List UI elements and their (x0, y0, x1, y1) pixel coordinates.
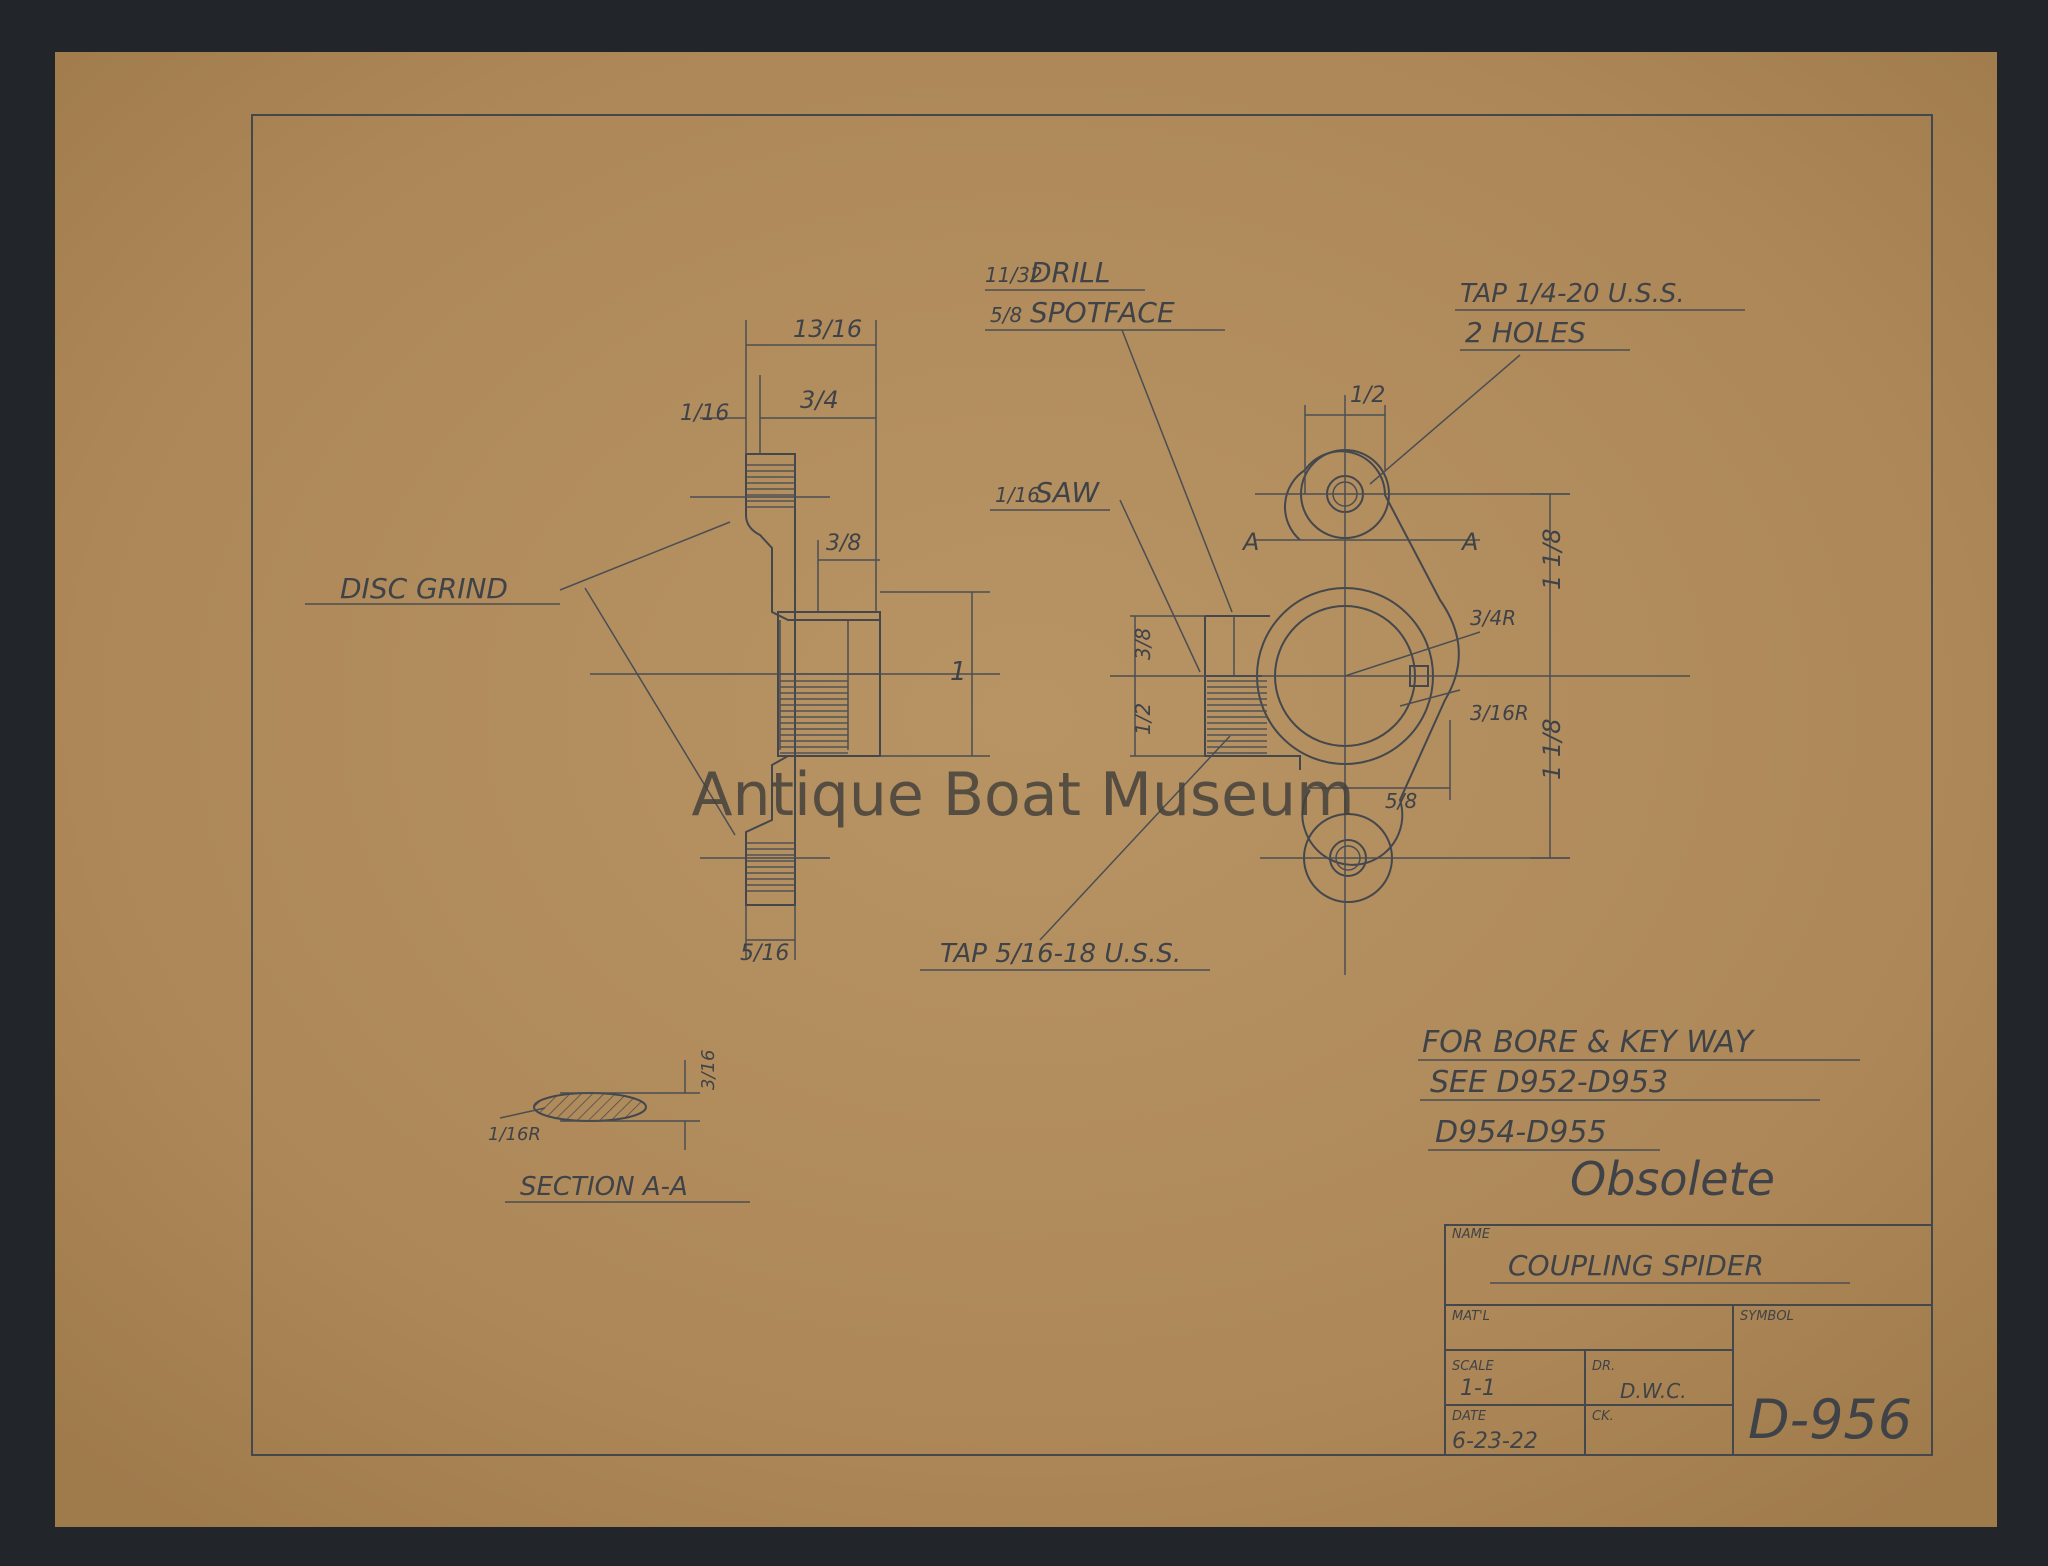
note-tap-top: TAP 1/4-20 U.S.S. (1460, 279, 1685, 309)
note-drill: DRILL (1030, 256, 1111, 289)
tb-dr-value: D.W.C. (1620, 1379, 1687, 1403)
dim-side-boss: 3/8 (826, 531, 862, 556)
section-thickness: 3/16 (698, 1049, 719, 1090)
dim-side-offset: 1/16 (680, 401, 730, 426)
dim-front-radius-large: 3/4R (1470, 606, 1517, 630)
section-label: SECTION A-A (520, 1172, 688, 1202)
note-spotface: SPOTFACE (1030, 296, 1175, 329)
watermark: Antique Boat Museum (691, 760, 1355, 830)
dim-side-height: 1 (950, 657, 967, 687)
note-spotface-size: 5/8 (990, 303, 1023, 327)
tb-name-label: NAME (1452, 1227, 1491, 1242)
tb-scale-value: 1-1 (1460, 1376, 1496, 1401)
tb-date-value: 6-23-22 (1452, 1429, 1538, 1454)
note-saw-size: 1/16 (995, 483, 1040, 507)
tb-ck-label: CK. (1592, 1409, 1614, 1424)
dim-front-lower: 1 1/8 (1538, 718, 1566, 780)
section-radius: 1/16R (488, 1124, 541, 1145)
note-bore-3: D954-D955 (1435, 1115, 1607, 1150)
dim-side-bottom: 5/16 (740, 941, 790, 966)
dim-front-radius-small: 3/16R (1470, 701, 1529, 725)
note-drill-size: 11/32 (985, 263, 1043, 287)
note-bore-2: SEE D952-D953 (1430, 1065, 1669, 1100)
tb-symbol-label: SYMBOL (1740, 1309, 1794, 1324)
dim-front-5-8: 5/8 (1385, 789, 1418, 813)
note-saw: SAW (1035, 476, 1100, 509)
tb-dr-label: DR. (1592, 1359, 1616, 1374)
tb-scale-label: SCALE (1452, 1359, 1494, 1374)
tb-date-label: DATE (1452, 1409, 1487, 1424)
section-line-label-right: A (1462, 528, 1479, 556)
dim-front-slot-lower: 1/2 (1131, 702, 1155, 735)
dim-front-holes: 1/2 (1350, 383, 1386, 408)
note-disc-grind: DISC GRIND (340, 572, 508, 605)
tb-name-value: COUPLING SPIDER (1508, 1249, 1764, 1282)
section-line-label-left: A (1243, 528, 1260, 556)
note-tap-top-holes: 2 HOLES (1465, 316, 1586, 349)
dim-side-body: 3/4 (800, 386, 839, 414)
note-tap-bottom: TAP 5/16-18 U.S.S. (940, 939, 1182, 969)
note-bore-1: FOR BORE & KEY WAY (1422, 1025, 1754, 1060)
tb-symbol-value: D-956 (1748, 1388, 1913, 1451)
note-obsolete: Obsolete (1570, 1152, 1775, 1206)
dim-front-upper: 1 1/8 (1538, 528, 1566, 590)
tb-matl-label: MAT'L (1452, 1309, 1490, 1324)
dim-side-overall: 13/16 (793, 315, 863, 343)
dim-front-slot-upper: 3/8 (1131, 627, 1155, 660)
